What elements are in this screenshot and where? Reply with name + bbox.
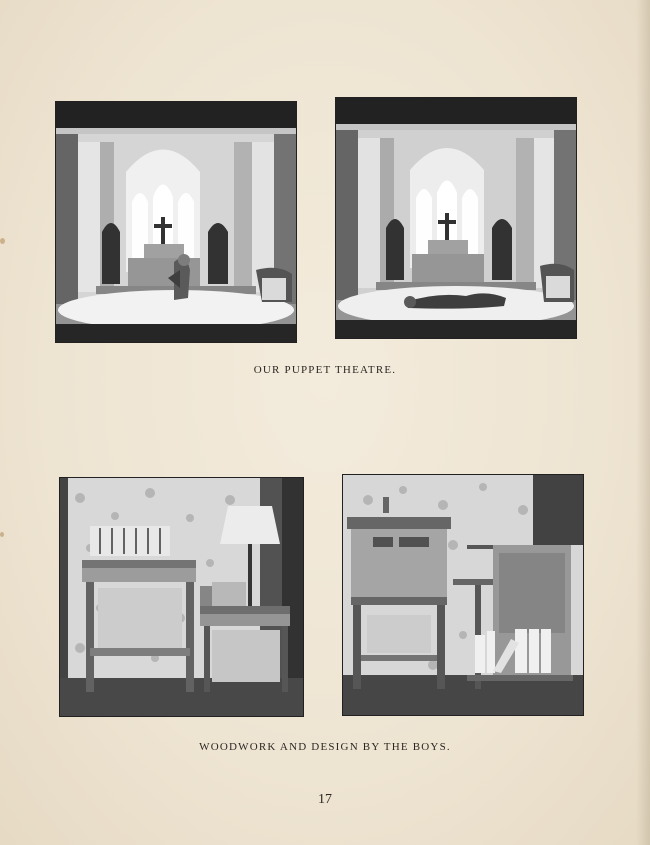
puppet-theatre-photo-right [335, 97, 577, 339]
page-edge-shadow [636, 0, 650, 845]
page-number: 17 [318, 792, 332, 807]
puppet-theatre-photo-left [55, 101, 297, 343]
woodwork-photo-right [342, 474, 584, 716]
top-caption: OUR PUPPET THEATRE. [253, 364, 397, 376]
woodwork-photo-left [59, 477, 304, 717]
paper-stain [0, 238, 5, 244]
bottom-caption: WOODWORK AND DESIGN BY THE BOYS. [199, 741, 451, 753]
paper-stain [0, 532, 4, 537]
